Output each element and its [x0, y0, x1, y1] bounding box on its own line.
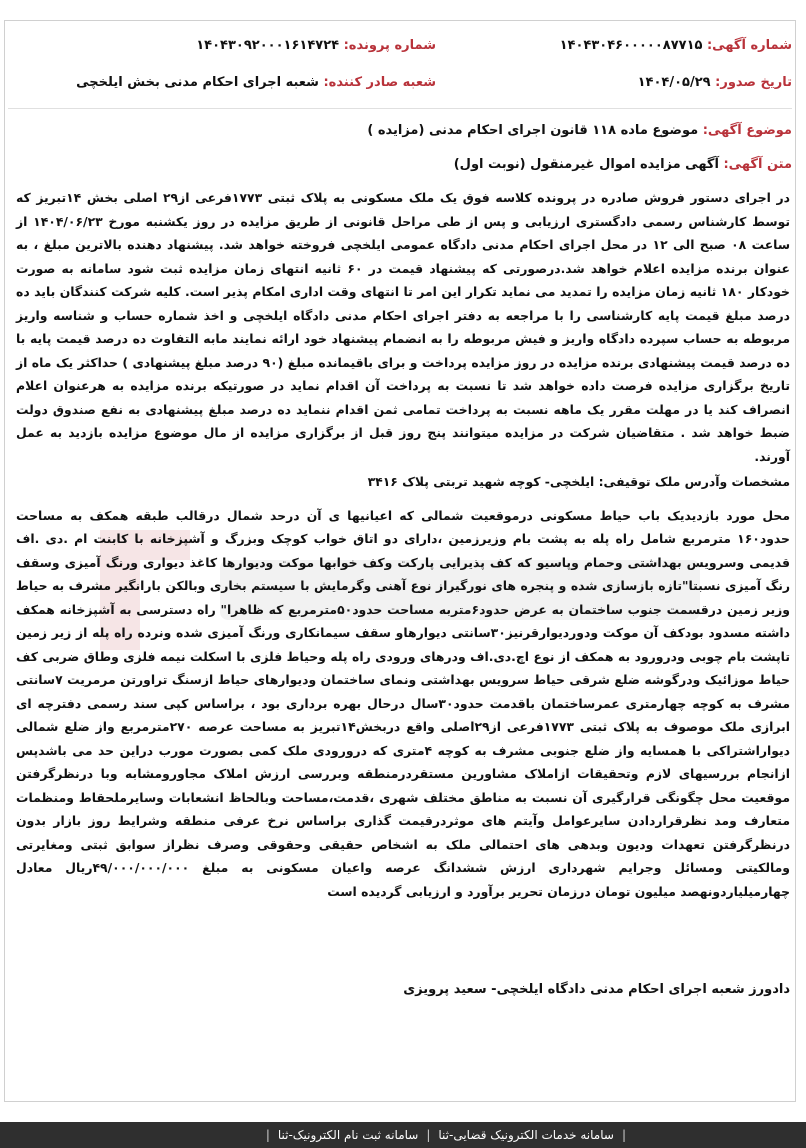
body-paragraph-conditions: در اجرای دستور فروش صادره در پرونده کلاسه فوق یک ملک مسکونی به پلاک ثبتی ۱۷۷۳فرعی از۲۹ اصلی بخش ۱۴تبریز که توسط کارشناس رسمی دادگستری ارزیابی و پس از طی مراحل قانونی از طریق مزایده در روز یکشنبه مورخ ۱۴۰۴/۰۶/۲۳ از ساعت ۰۸ صبح الی ۱۲ در محل اجرای احکام مدنی دادگاه عمومی ایلخچی فروخته خواهد شد. پیشنهاد دهنده بالاترین مبلغ ، به عنوان برنده مزایده اعلام خواهد شد.درصورتی که پیشنهاد قیمت در ۶۰ ثانیه انتهای زمان مزایده ثبت شود سامانه به صورت خودکار ۱۸۰ ثانیه زمان مزایده را تمدید می نماید تکرار این امر تا انتهای وقت اداری امکام پذیر است. کلیه شرکت کنندگان باید ده درصد مبلغ قیمت پایه کارشناسی را با مراجعه به دفتر اجرای احکام مدنی دادگاه ایلخچی و اخذ شماره حساب و شناسه واریز مربوطه به حساب سپرده دادگاه واریز و فیش مربوطه را به انضمام پیشنهاد خود ارائه نمایند مابه التفاوت ده درصد قیمت پایه با ده درصد قیمت پیشنهادی برنده مزایده در روز مزایده پرداخت و برای باقیمانده مبلغ (۹۰ درصد مبلغ پیشنهادی ) حداکثر یک ماه از تاریخ برگزاری مزایده فرصت داده خواهد شد تا نسبت به پرداخت آن اقدام نماید در صورتیکه برنده مزایده به هرعنوان اعلام انصراف کند یا در مهلت مقرر یک ماهه نسبت به پرداخت تمامی ثمن اقدام ننماید ده درصد مبلغ پیشنهادی به نفع صندوق دولت ضبط خواهد شد . متقاضیان شرکت در مزایده میتوانند پنج روز قبل از برگزاری مزایده از مال موضوع مزایده بازدید به عمل آورند. — [16, 190, 791, 464]
subject-row — [367, 123, 792, 138]
issuer-row — [76, 75, 436, 90]
property-address: مشخصات وآدرس ملک توقیفی: ایلخچی- کوچه شهید تربتی پلاک ۳۴۱۶ — [367, 474, 790, 489]
issue-date-row — [638, 75, 792, 90]
notice-number: ۱۴۰۴۳۰۴۶۰۰۰۰۰۸۷۷۱۵ — [559, 38, 703, 53]
footer-link-sana-registration[interactable]: سامانه ثبت نام الکترونیک-ثنا — [277, 1128, 419, 1142]
notice-number-label: شماره آگهی: — [706, 38, 792, 53]
issue-date-label: تاریخ صدور: — [715, 75, 792, 90]
case-number-row — [196, 38, 436, 53]
case-number: ۱۴۰۴۳۰۹۲۰۰۰۱۶۱۴۷۲۴ — [196, 38, 340, 53]
notice-text-title: آگهی مزایده اموال غیرمنقول (نوبت اول) — [453, 157, 719, 172]
issue-date: ۱۴۰۴/۰۵/۲۹ — [637, 75, 711, 90]
footer-separator: | — [265, 1128, 270, 1142]
notice-number-row — [560, 38, 792, 53]
notice-body — [16, 186, 790, 903]
footer-bar — [0, 1122, 806, 1148]
subject-value: موضوع ماده ۱۱۸ قانون اجرای احکام مدنی (مزایده ) — [367, 123, 699, 138]
notice-text-label: متن آگهی: — [723, 157, 792, 172]
footer-separator: | — [426, 1128, 431, 1142]
issuer-label: شعبه صادر کننده: — [323, 75, 436, 90]
signature: دادورز شعبه اجرای احکام مدنی دادگاه ایلخچی- سعید پرویزی — [403, 982, 790, 997]
footer-separator: | — [621, 1128, 626, 1142]
case-number-label: شماره پرونده: — [343, 38, 436, 53]
issuer: شعبه اجرای احکام مدنی بخش ایلخچی — [76, 75, 319, 90]
footer-link-sana-services[interactable]: سامانه خدمات الکترونیک قضایی-ثنا — [438, 1128, 614, 1142]
notice-text-row — [454, 157, 792, 172]
property-description: محل مورد بازدیدیک باب حیاط مسکونی درموقعیت شمالی که اعیانیها ی آن درحد شمال درقالب طبقه همکف به مساحت حدود۱۶۰ مترمربع شامل راه پله به پشت بام وزیرزمین ،دارای دو اتاق خواب کوچک وبزرگ و آشپزخانه با کابنت ام .دی .اف قدیمی وسرویس بهداشتی وحمام وپاسیو که کف پذیرایی پارکت وکف خوابها موکت ودیوارها کاغذ دیواری ورنگ آمیزی وسقف رنگ آمیزی نسبتا"تازه بازسازی شده و پنجره های نورگیراز نوع آهنی وگرمایش با سیستم بخاری وبالکن بارانگیر مشرف به حیاط وزیر زمین درقسمت جنوب ساختمان به عرض حدود۶متربه مساحت حدود۵۰مترمربع که ظاهرا" راه دسترسی به آشپزخانه همکف داشته مسدود بودکف آن موکت ودوردیوارقرنیز۳۰سانتی دیوارهاو سقف سیمانکاری ورنگ آمیزی شده ونرده راه پله از زیر زمین تاپشت بام چوبی ودرورود به همکف از نوع اچ.دی.اف ودرهای ورودی راه پله وحیاط فلزی با اسکلت نیمه فلزی وطاق ضربی کف حیاط موزائیک ودرگوشه ضلع شرقی حیاط سرویس بهداشتی ونمای ساختمان ودیوارهای حیاط ازسنگ تراورتن مرمریت ۷سانتی مشرف به کوچه چهارمتری عمرساختمان باقدمت حدود۳۰سال درحال بهره برداری بود ، براساس کپی سند رسمی دفترچه ای ابرازی ملک موصوف به پلاک ثبتی ۱۷۷۳فرعی از۲۹اصلی واقع دربخش۱۴تبریز به مساحت عرصه ۲۷۰مترمربع واز ضلع شمالی دیواراشتراکی با همسایه واز ضلع جنوبی مشرف به کوچه ۴متری که درورودی ملک کمی بصورت مورب دراین حد می باشدپس ازانجام بررسیهای لازم وتحقیقات ازاملاک مشاورین مستقردرمنطقه وبررسی ارزش املاک مجاورومشابه وبا درنظرگرفتن موقعیت محل چگونگی قرارگیری آن نسبت به مناطق مختلف شهری ،قدمت،مساحت وبالحاظ انشعابات وسایرملحقاط ومنظمات متعارف ومد نظرقراردادن سایرعوامل وآیتم های موثردرقیمت گذاری براساس نرخ عرفی منطقه وشرایط روز بازار بدون درنظرگرفتن تعهدات ودیون وبدهی های احتمالی ملک به اشخاص حقیقی وحقوقی وصرف نظراز سوابق ثبتی ومغایرتی ومالکیتی ومسائل وجرایم شهرداری ارزش ششدانگ عرصه واعیان مسکونی به مبلغ ۴۹/۰۰۰/۰۰۰/۰۰۰ریال معادل چهارمیلیاردونهصد میلیون تومان درزمان تحریر برآورد و ارزیابی گردیده است — [16, 507, 791, 899]
subject-label: موضوع آگهی: — [702, 123, 792, 138]
header-divider — [8, 108, 792, 109]
